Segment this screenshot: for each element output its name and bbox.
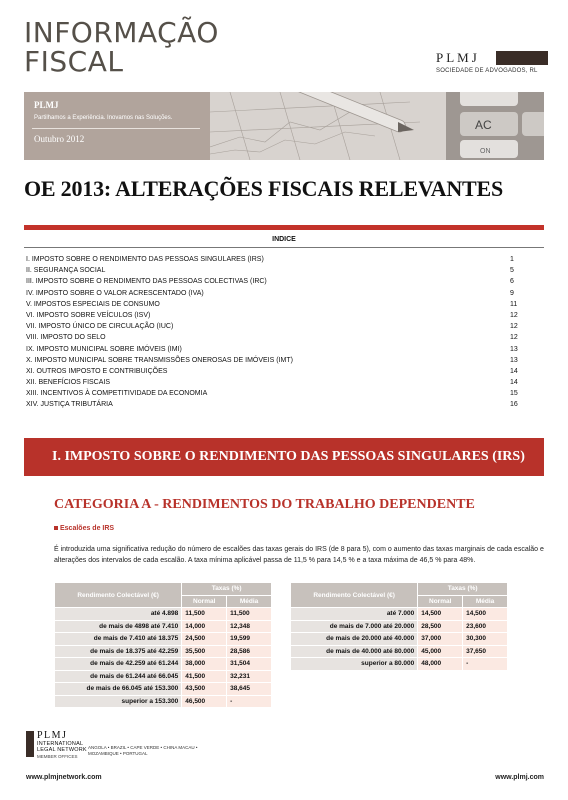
toc-item[interactable]: X. IMPOSTO MUNICIPAL SOBRE TRANSMISSÕES ONEROSAS DE IMÓVEIS (IMT) 13 <box>26 356 518 364</box>
toc-item[interactable]: IX. IMPOSTO MUNICIPAL SOBRE IMÓVEIS (IMI) 13 <box>26 345 518 353</box>
banner <box>24 92 544 160</box>
network-logo <box>26 731 206 759</box>
toc-item[interactable]: XIV. JUSTIÇA TRIBUTÁRIA 16 <box>26 401 518 409</box>
table-row: até 7.000 14,500 14,500 <box>291 608 508 621</box>
subheading: Escalões de IRS <box>54 525 114 532</box>
table-row: de mais de 7.410 até 18.375 24,500 19,599 <box>55 633 272 646</box>
network-logo-bar <box>26 731 34 757</box>
toc-item[interactable]: II. SEGURANÇA SOCIAL 5 <box>26 267 514 275</box>
body-paragraph: É introduzida uma significativa redução do número de escalões das taxas gerais do IRS (de 8 para 5), com o aumento das taxas marginais de cada escalão e alterações dos intervalos de cada escalão. A taxa mínima aplicável passa de 11,5 % para 14,5 % e a taxa máxima de 46,5 % para 48%. <box>54 546 544 564</box>
network-countries: ANGOLA • BRAZIL • CAPE VERDE • CHINA MACAU • MOZAMBIQUE • PORTUGAL <box>88 745 198 756</box>
table-row: superior a 80.000 48,000 - <box>291 658 508 671</box>
index-divider <box>24 247 544 248</box>
table-of-contents <box>26 254 520 411</box>
toc-item[interactable]: V. IMPOSTOS ESPECIAIS DE CONSUMO 11 <box>26 300 518 308</box>
toc-item[interactable]: VI. IMPOSTO SOBRE VEÍCULOS (ISV) 12 <box>26 311 518 319</box>
toc-item[interactable]: VIII. IMPOSTO DO SELO 12 <box>26 334 518 342</box>
calculator-photo <box>210 92 544 160</box>
toc-item[interactable]: XII. BENEFÍCIOS FISCAIS 14 <box>26 379 518 387</box>
brand-logo: PLMJ <box>436 50 480 65</box>
toc-item[interactable]: IV. IMPOSTO SOBRE O VALOR ACRESCENTADO (IVA) 9 <box>26 289 514 297</box>
publication-title-line2: FISCAL <box>24 45 124 78</box>
footer-url-plmj[interactable]: www.plmj.com <box>495 774 544 781</box>
banner-tagline: Partilhamos a Experiência. Inovamos nas Soluções. <box>34 115 173 121</box>
table-row: de mais de 7.000 até 20.000 28,500 23,600 <box>291 620 508 633</box>
table-row: de mais de 42.259 até 61.244 38,000 31,504 <box>55 658 272 671</box>
table-row: até 4.898 11,500 11,500 <box>55 608 272 621</box>
network-line1: INTERNATIONAL <box>37 741 84 747</box>
col-header-bracket: Rendimento Colectável (€) <box>291 583 418 608</box>
table-row: de mais de 40.000 até 80.000 45,000 37,650 <box>291 645 508 658</box>
banner-divider <box>32 128 200 129</box>
calc-key-ac: AC <box>475 118 492 132</box>
network-line2: LEGAL NETWORK <box>37 747 87 753</box>
irs-table-new <box>290 582 508 671</box>
banner-name: PLMJ <box>34 100 59 110</box>
category-title: CATEGORIA A - RENDIMENTOS DO TRABALHO DEPENDENTE <box>54 497 475 512</box>
banner-date: Outubro 2012 <box>34 134 85 144</box>
network-logo-name: PLMJ <box>37 730 68 741</box>
toc-item[interactable]: I. IMPOSTO SOBRE O RENDIMENTO DAS PESSOAS SINGULARES (IRS) 1 <box>26 256 514 263</box>
table-row: de mais de 61.244 até 66.045 41,500 32,231 <box>55 670 272 683</box>
table-row: de mais de 20.000 até 40.000 37,000 30,300 <box>291 633 508 646</box>
toc-item[interactable]: XIII. INCENTIVOS À COMPETITIVIDADE DA ECONOMIA 15 <box>26 390 518 398</box>
publication-title-line1: INFORMAÇÃO <box>24 16 219 49</box>
banner-left-panel <box>24 92 210 160</box>
title-divider <box>24 225 544 230</box>
main-title: OE 2013: ALTERAÇÕES FISCAIS RELEVANTES <box>24 176 503 201</box>
calc-key-on: ON <box>480 148 491 155</box>
table-row: de mais de 18.375 até 42.259 35,500 28,586 <box>55 645 272 658</box>
table-row: superior a 153.300 46,500 - <box>55 695 272 708</box>
brand-subtitle: SOCIEDADE DE ADVOGADOS, RL <box>436 68 538 74</box>
table-row: de mais de 66.045 até 153.300 43,500 38,645 <box>55 683 272 696</box>
col-header-media: Média <box>463 595 508 608</box>
network-members: MEMBER OFFICES <box>37 754 78 759</box>
col-header-bracket: Rendimento Colectável (€) <box>55 583 182 608</box>
toc-item[interactable]: VII. IMPOSTO ÚNICO DE CIRCULAÇÃO (IUC) 12 <box>26 323 518 331</box>
index-heading: INDICE <box>272 236 296 243</box>
col-header-normal: Normal <box>418 595 463 608</box>
brand-bar <box>496 51 548 65</box>
bullet-icon <box>54 526 58 530</box>
col-header-normal: Normal <box>182 595 227 608</box>
col-header-rates: Taxas (%) <box>182 583 272 596</box>
footer-url-network[interactable]: www.plmjnetwork.com <box>26 774 102 781</box>
toc-item[interactable]: III. IMPOSTO SOBRE O RENDIMENTO DAS PESSOAS COLECTIVAS (IRC) 6 <box>26 278 514 286</box>
publication-title <box>24 18 219 76</box>
col-header-media: Média <box>227 595 272 608</box>
irs-table-current <box>54 582 272 708</box>
toc-item[interactable]: XI. OUTROS IMPOSTO E CONTRIBUIÇÕES 14 <box>26 367 518 375</box>
brand-logo-block <box>436 50 548 74</box>
col-header-rates: Taxas (%) <box>418 583 508 596</box>
table-row: de mais de 4898 até 7.410 14,000 12,348 <box>55 620 272 633</box>
section-title-bar: I. IMPOSTO SOBRE O RENDIMENTO DAS PESSOAS SINGULARES (IRS) <box>24 438 544 476</box>
